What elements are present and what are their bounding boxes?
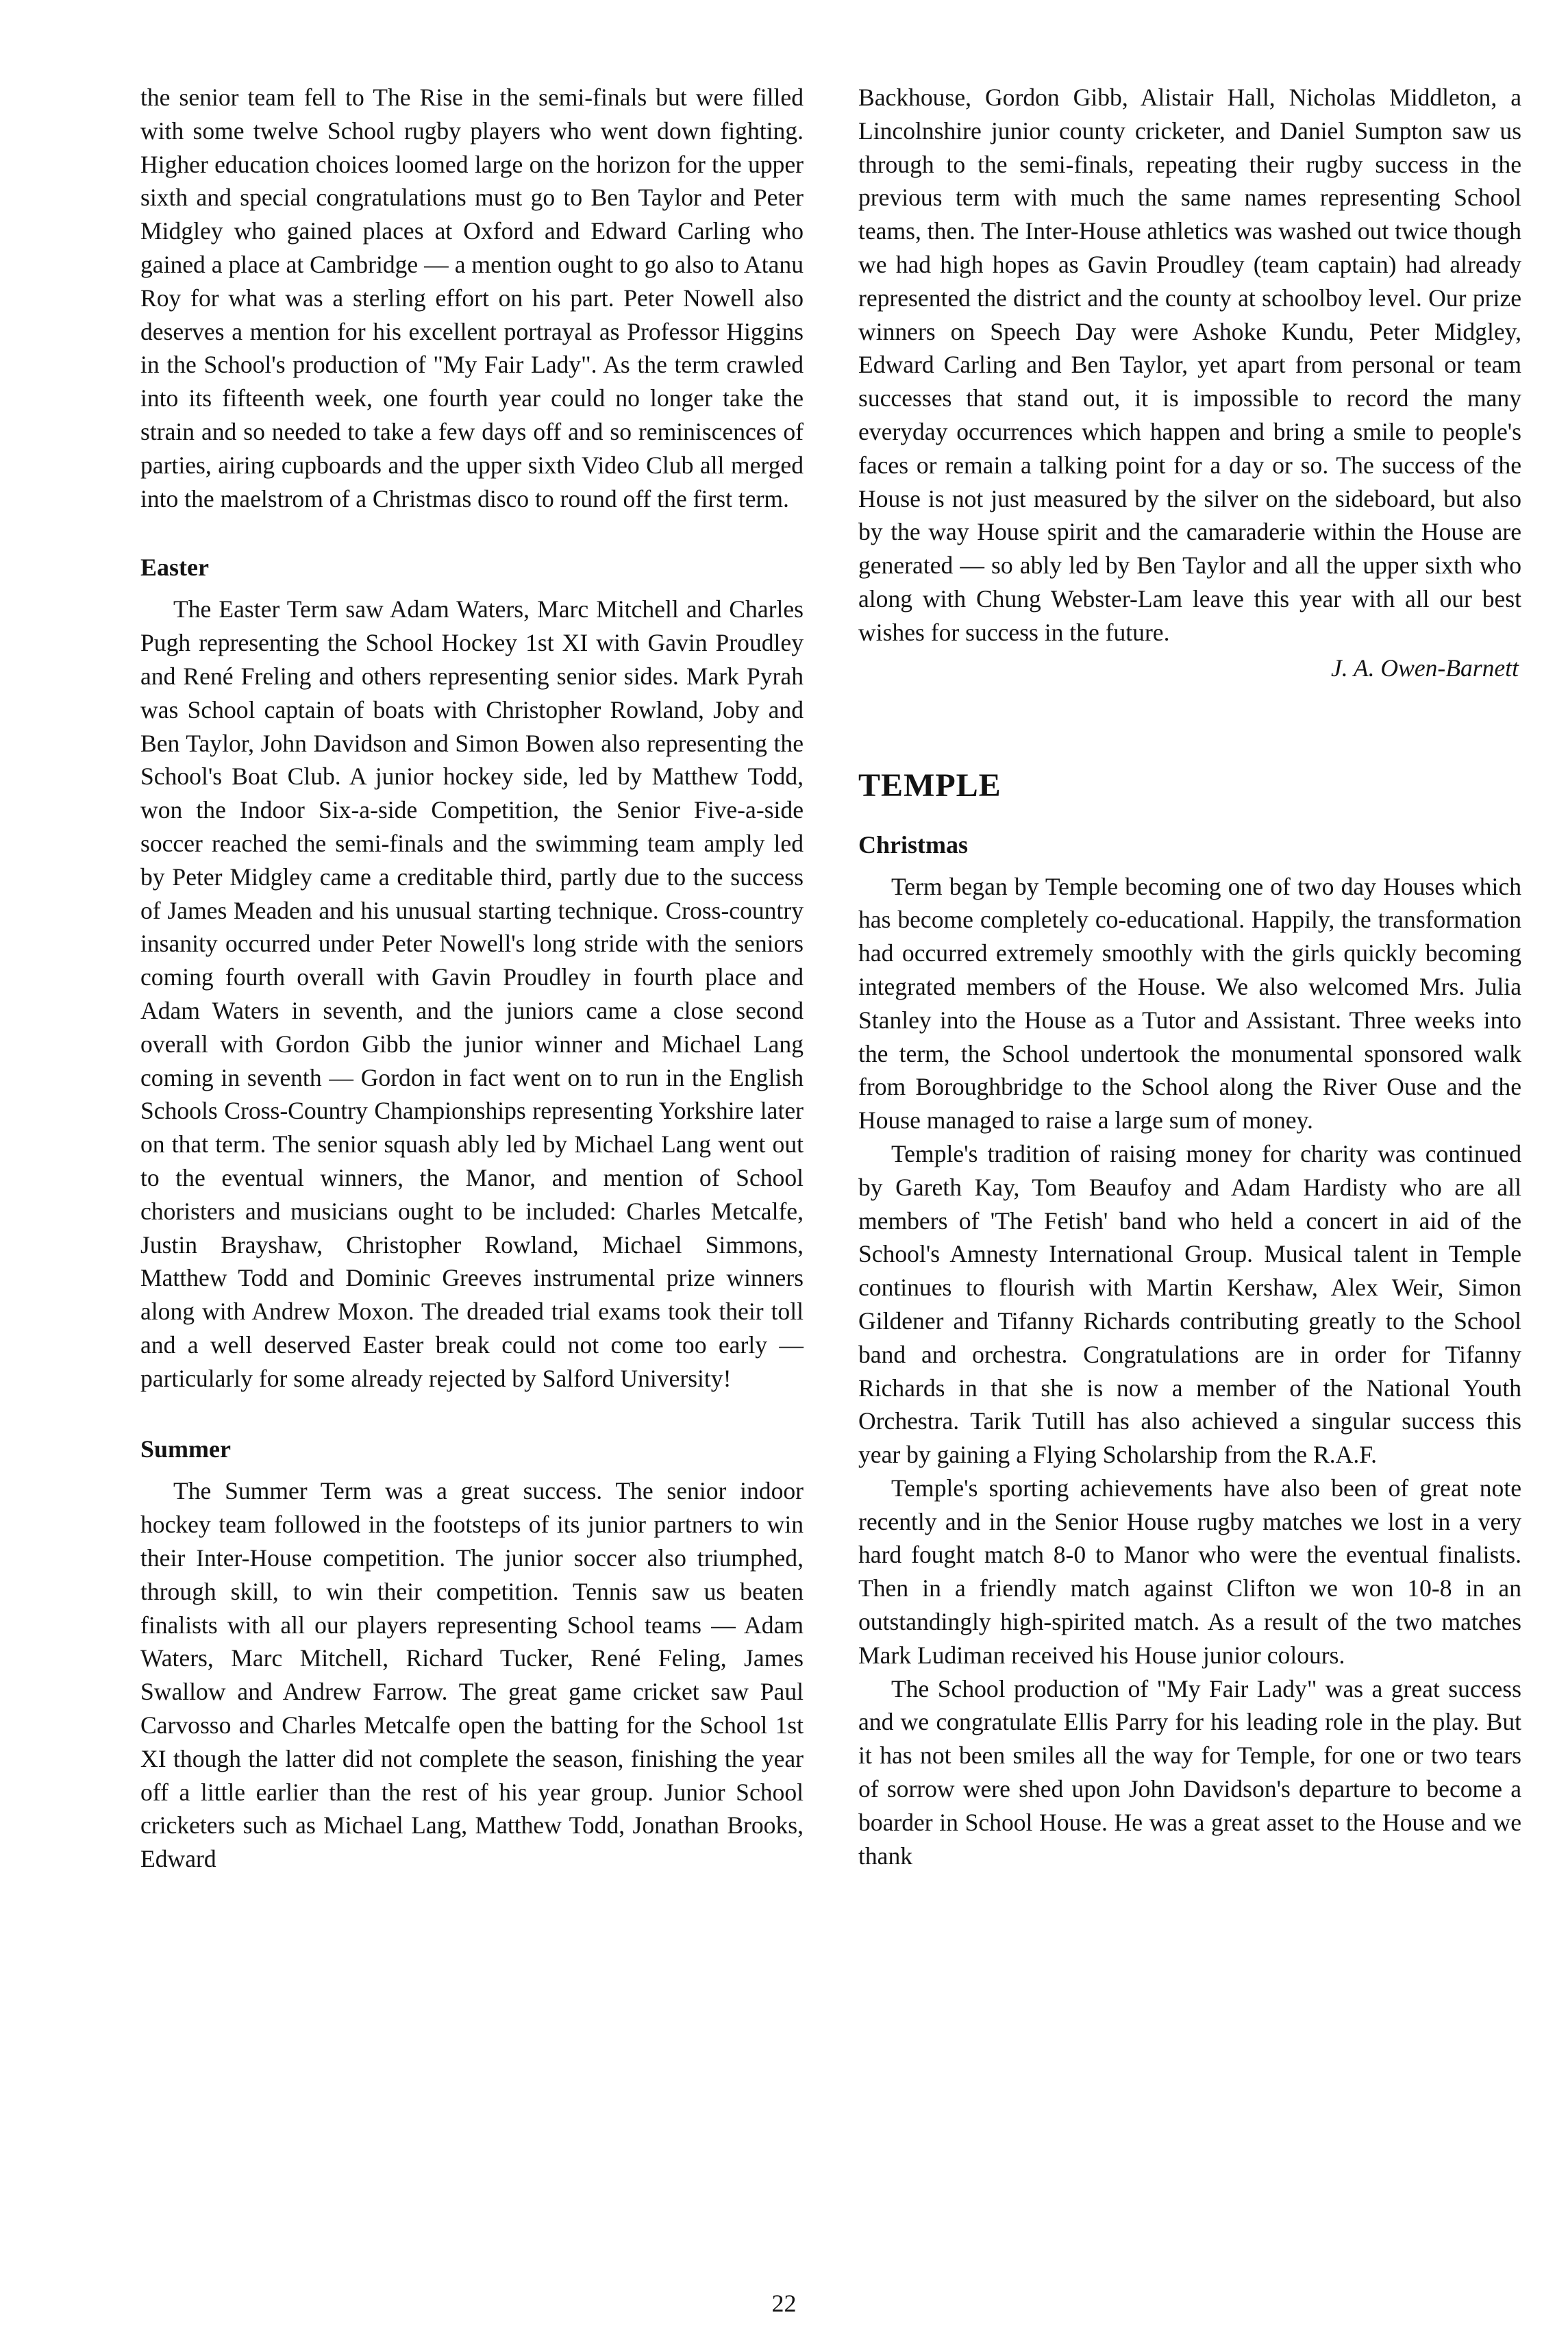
- paragraph-temple-4: The School production of "My Fair Lady" was a great success and we congratulate Ellis Parry for his leading role in the play. But it has not been smiles all the way for Temple, for one or two tears of sorrow were shed upon John Davidson's departure to become a boarder in School House. He was a great asset to the House and we thank: [858, 1674, 1521, 1870]
- heading-summer: Summer: [140, 1435, 231, 1463]
- heading-easter: Easter: [140, 554, 209, 582]
- heading-temple: TEMPLE: [858, 767, 1001, 804]
- paragraph-temple-1: Term began by Temple becoming one of two day Houses which has become completely co-educational. Happily, the transformation had occurred extremely smoothly with the girls quickly becoming integrated members of the House. We also welcomed Mrs. Julia Stanley into the House as a Tutor and Assistant. Three weeks into the term, the School undertook the monumental sponsored walk from Boroughbridge to the School along the River Ouse and the House managed to raise a large sum of money.: [858, 872, 1521, 1135]
- paragraph-summer: The Summer Term was a great success. The senior indoor hockey team followed in the footsteps of its junior partners to win their Inter-House competition. The junior soccer also triumphed, through skill, to win their competition. Tennis saw us beaten finalists with all our players representing School teams — Adam Waters, Marc Mitchell, Richard Tucker, René Feling, James Swallow and Andrew Farrow. The great game cricket saw Paul Carvosso and Charles Metcalfe open the batting for the School 1st XI though the latter did not complete the season, finishing the year off a little earlier than the rest of his year group. Junior School cricketers such as Michael Lang, Matthew Todd, Jonathan Brooks, Edward: [140, 1477, 804, 1873]
- paragraph-easter: The Easter Term saw Adam Waters, Marc Mitchell and Charles Pugh representing the School Hockey 1st XI with Gavin Proudley and René Freling and others representing senior sides. Mark Pyrah was School captain of boats with Christopher Rowland, Joby and Ben Taylor, John Davidson and Simon Bowen also representing the School's Boat Club. A junior hockey side, led by Matthew Todd, won the Indoor Six-a-side Competition, the Senior Five-a-side soccer reached the semi-finals and the swimming team amply led by Peter Midgley came a creditable third, partly due to the success of James Meaden and his unusual starting technique. Cross-country insanity occurred under Peter Nowell's long stride with the seniors coming fourth overall with Gavin Proudley in fourth place and Adam Waters in seventh, and the juniors came a close second overall with Gordon Gibb the junior winner and Michael Lang coming in seventh — Gordon in fact went on to run in the English Schools Cross-Country Championships representing Yorkshire later on that term. The senior squash ably led by Michael Lang went out to the eventual winners, the Manor, and mention of School choristers and musicians ought to be included: Charles Metcalfe, Justin Brayshaw, Christopher Rowland, Michael Simmons, Matthew Todd and Dominic Greeves instrumental prize winners along with Andrew Moxon. The dreaded trial exams took their toll and a well deserved Easter break could not come too early — particularly for some already rejected by Salford University!: [140, 595, 804, 1392]
- paragraph-temple-2: Temple's tradition of raising money for charity was continued by Gareth Kay, Tom Beaufoy and Adam Hardisty who are all members of 'The Fetish' band who held a concert in aid of the School's Amnesty International Group. Musical talent in Temple continues to flourish with Martin Kershaw, Alex Weir, Simon Gildener and Tifanny Richards contributing greatly to the School band and orchestra. Congratulations are in order for Tifanny Richards in that she is now a member of the National Youth Orchestra. Tarik Tutill has also achieved a singular success this year by gaining a Flying Scholarship from the R.A.F.: [858, 1139, 1521, 1469]
- page-number: 22: [771, 2290, 797, 2317]
- right-column: [858, 81, 1521, 1872]
- author-signature: J. A. Owen-Barnett: [1330, 654, 1519, 682]
- paragraph-summer-continued: Backhouse, Gordon Gibb, Alistair Hall, Nicholas Middleton, a Lincolnshire junior county cricketer, and Daniel Sumpton saw us through to the semi-finals, repeating their rugby success in the previous term with much the same names representing School teams, then. The Inter-House athletics was washed out twice though we had high hopes as Gavin Proudley (team captain) had already represented the district and the county at schoolboy level. Our prize winners on Speech Day were Ashoke Kundu, Peter Midgley, Edward Carling and Ben Taylor, yet apart from personal or team successes that stand out, it is impossible to record the many everyday occurrences which happen and bring a smile to people's faces or remain a talking point for a day or so. The success of the House is not just measured by the silver on the sideboard, but also by the way House spirit and the camaraderie within the House are generated — so ably led by Ben Taylor and all the upper sixth who along with Chung Webster-Lam leave this year with all our best wishes for success in the future.: [858, 84, 1521, 646]
- heading-christmas: Christmas: [858, 830, 968, 858]
- left-column: [140, 81, 804, 1876]
- paragraph-temple-3: Temple's sporting achievements have also been of great note recently and in the Senior House rugby matches we lost in a very hard fought match 8-0 to Manor who were the eventual finalists. Then in a friendly match against Clifton we won 10-8 in an outstandingly high-spirited match. As a result of the two matches Mark Ludiman received his House junior colours.: [858, 1474, 1521, 1669]
- paragraph-christmas-continued: the senior team fell to The Rise in the semi-finals but were filled with some twelve School rugby players who went down fighting. Higher education choices loomed large on the horizon for the upper sixth and special congratulations must go to Ben Taylor and Peter Midgley who gained places at Oxford and Edward Carling who gained a place at Cambridge — a mention ought to go also to Atanu Roy for what was a sterling effort on his part. Peter Nowell also deserves a mention for his excellent portrayal as Professor Higgins in the School's production of "My Fair Lady". As the term crawled into its fifteenth week, one fourth year could no longer take the strain and so needed to take a few days off and so reminiscences of parties, airing cupboards and the upper sixth Video Club all merged into the maelstrom of a Christmas disco to round off the first term.: [140, 84, 804, 512]
